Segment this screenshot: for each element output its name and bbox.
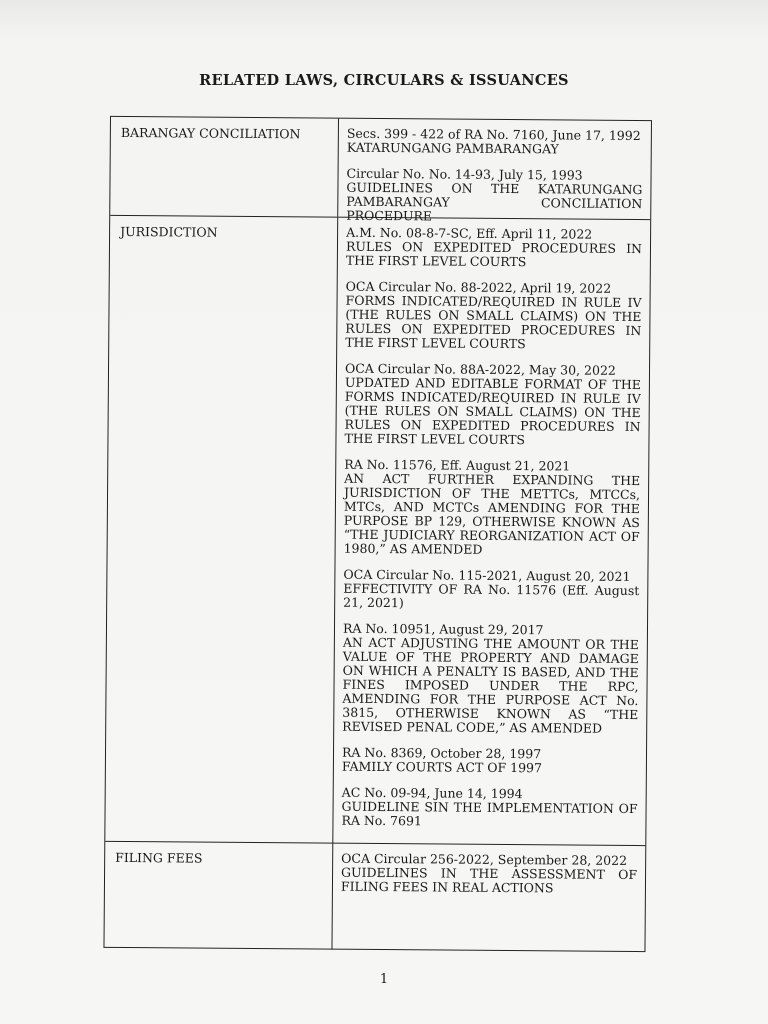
entry-description: FAMILY COURTS ACT OF 1997	[341, 758, 543, 776]
list-item	[346, 226, 642, 270]
document-title: RELATED LAWS, CIRCULARS & ISSUANCES	[199, 72, 569, 89]
entry-description: KATARUNGANG PAMBARANGAY	[346, 139, 559, 157]
entry-description: RULES ON EXPEDITED PROCEDURES IN THE FIRST LEVEL COURTS	[345, 238, 643, 270]
entry-description: GUIDELINES ON THE KATARUNGANG PAMBARANGAY CONCILIATION PROCEDURE	[346, 179, 643, 224]
entry-description: AN ACT FURTHER EXPANDING THE JURISDICTION OF THE METTCs, MTCCs, MTCs, AND MCTCs AMENDING FOR THE PURPOSE BP 129, OTHERWISE KNOWN AS “THE JUDICIARY REORGANIZATION ACT OF 1980,” AS AMENDED	[343, 470, 641, 557]
list-item	[344, 362, 641, 448]
list-item	[341, 786, 637, 830]
section-heading: JURISDICTION	[105, 216, 338, 844]
entry-description: AN ACT ADJUSTING THE AMOUNT OR THE VALUE OF THE PROPERTY AND DAMAGE ON WHICH A PENALTY IS BASED, AND THE FINES IMPOSED UNDER THE RPC, AMENDING FOR THE PURPOSE ACT No. 3815, OTHERWISE KNOWN AS “THE REVISED PENAL CODE,” AS AMENDED	[342, 634, 639, 736]
entry-citation: RA No. 8369, October 28, 1997	[341, 744, 542, 762]
entry-citation: OCA Circular No. 88A-2022, May 30, 2022	[344, 360, 616, 378]
list-item	[341, 852, 637, 896]
list-item	[342, 746, 638, 776]
section-entries	[332, 844, 645, 952]
list-item	[345, 280, 642, 352]
list-item	[342, 622, 639, 736]
entry-citation: OCA Circular No. 115-2021, August 20, 2021	[343, 566, 631, 584]
entry-description: GUIDELINE SIN THE IMPLEMENTATION OF RA No. 7691	[341, 798, 638, 829]
section-heading: FILING FEES	[104, 842, 333, 950]
list-item	[347, 127, 643, 157]
entry-citation: A.M. No. 08-8-7-SC, Eff. April 11, 2022	[346, 224, 593, 242]
entry-citation: RA No. 11576, Eff. August 21, 2021	[344, 456, 571, 474]
list-item	[344, 458, 641, 558]
list-item	[343, 568, 639, 612]
page-number: 1	[379, 972, 389, 987]
section-heading: BARANGAY CONCILIATION	[110, 117, 339, 217]
entry-citation: RA No. 10951, August 29, 2017	[342, 620, 544, 638]
laws-table	[103, 116, 652, 952]
section-entries	[333, 218, 650, 846]
table-row	[110, 117, 651, 224]
entry-citation: OCA Circular 256-2022, September 28, 2022	[341, 850, 628, 868]
entry-description: UPDATED AND EDITABLE FORMAT OF THE FORMS INDICATED/REQUIRED IN RULE IV (THE RULES ON SMALL CLAIMS) ON THE RULES ON EXPEDITED PROCEDURES IN THE FIRST LEVEL COURTS	[344, 374, 641, 448]
entry-description: FORMS INDICATED/REQUIRED IN RULE IV (THE RULES ON SMALL CLAIMS) ON THE RULES ON EXPEDITED PROCEDURES IN THE FIRST LEVEL COURTS	[345, 292, 642, 352]
entry-description: EFFECTIVITY OF RA No. 11576 (Eff. August 21, 2021)	[343, 580, 640, 611]
table-row	[104, 841, 645, 952]
table-row	[105, 215, 650, 846]
entry-citation: Circular No. No. 14-93, July 15, 1993	[346, 165, 583, 183]
entry-description: GUIDELINES IN THE ASSESSMENT OF FILING FEES IN REAL ACTIONS	[340, 864, 638, 896]
entry-citation: Secs. 399 - 422 of RA No. 7160, June 17, 1992	[346, 125, 641, 144]
section-entries	[338, 119, 651, 224]
entry-citation: OCA Circular No. 88-2022, April 19, 2022	[345, 278, 612, 296]
entry-citation: AC No. 09-94, June 14, 1994	[341, 784, 523, 802]
